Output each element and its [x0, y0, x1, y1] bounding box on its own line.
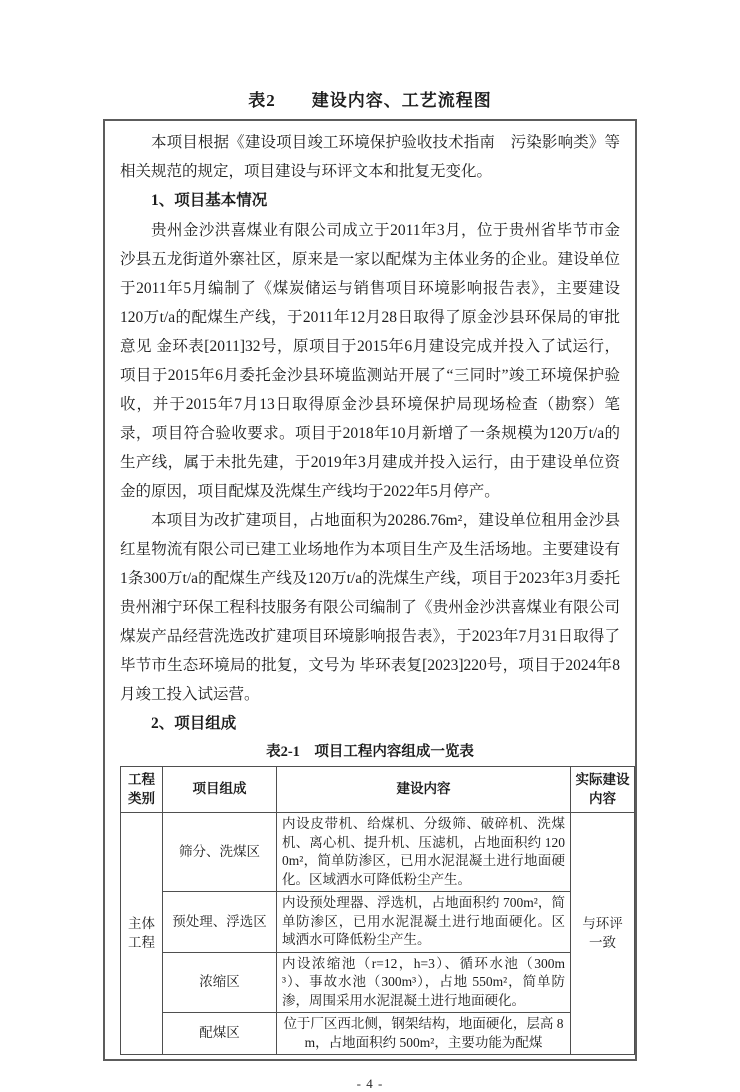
table-row — [121, 952, 635, 1013]
header-project-composition: 项目组成 — [163, 767, 277, 813]
header-actual-construction: 实际建设内容 — [571, 767, 635, 813]
content-cell-thickening: 内设浓缩池（r=12，h=3）、循环水池（300m³）、事故水池（300m³），占地 550m²，简单防渗，周围采用水泥混凝土进行地面硬化。 — [277, 952, 571, 1013]
table-header-row — [121, 767, 635, 813]
document-title: 表2 建设内容、工艺流程图 — [248, 91, 492, 110]
header-construction-content: 建设内容 — [277, 767, 571, 813]
table-caption: 表2-1 项目工程内容组成一览表 — [266, 744, 474, 760]
content-cell-pretreatment-flotation: 内设预处理器、浮选机，占地面积约 700m²，简单防渗区，已用水泥混凝土进行地面硬化。区域洒水可降低粉尘产生。 — [277, 892, 571, 953]
section1-heading: 1、项目基本情况 — [151, 192, 268, 209]
section2-heading: 2、项目组成 — [151, 715, 237, 732]
area-cell-pretreatment-flotation: 预处理、浮选区 — [163, 892, 277, 953]
content-box — [103, 119, 637, 1061]
table-row — [121, 1013, 635, 1055]
area-cell-thickening: 浓缩区 — [163, 952, 277, 1013]
table-row — [121, 892, 635, 953]
section1-paragraph-1: 贵州金沙洪喜煤业有限公司成立于2011年3月，位于贵州省毕节市金沙县五龙街道外寨社区，原来是一家以配煤为主体业务的企业。建设单位于2011年5月编制了《煤炭储运与销售项目环境影响报告表》，主要建设120万t/a的配煤生产线，于2011年12月28日取得了原金沙县环保局的审批意见 金环表[2011]32号，原项目于2015年6月建设完成并投入了试运行，项目于2015年6月委托金沙县环境监测站开展了“三同时”竣工环境保护验收，并于2015年7月13日取得原金沙县环境保护局现场检查（勘察）笔录，项目符合验收要求。项目于2018年10月新增了一条规模为120万t/a的生产线，属于未批先建，于2019年3月建成并投入运行，由于建设单位资金的原因，项目配煤及洗煤生产线均于2022年5月停产。 — [120, 222, 620, 500]
page-number: - 4 - — [356, 1076, 384, 1091]
area-cell-coal-blending: 配煤区 — [163, 1013, 277, 1055]
intro-paragraph: 本项目根据《建设项目竣工环境保护验收技术指南 污染影响类》等相关规范的规定，项目建设与环评文本和批复无变化。 — [120, 134, 620, 180]
category-cell-main-works: 主体工程 — [121, 813, 163, 1055]
table-row — [121, 813, 635, 892]
actual-construction-cell: 与环评一致 — [571, 813, 635, 1055]
content-cell-screening-washing: 内设皮带机、给煤机、分级筛、破碎机、洗煤机、离心机、提升机、压滤机，占地面积约 1200m²，简单防渗区，已用水泥混凝土进行地面硬化。区域洒水可降低粉尘产生。 — [277, 813, 571, 892]
area-cell-screening-washing: 筛分、洗煤区 — [163, 813, 277, 892]
header-project-category: 工程类别 — [121, 767, 163, 813]
content-cell-coal-blending: 位于厂区西北侧，钢架结构，地面硬化，层高 8m，占地面积约 500m²，主要功能为配煤 — [277, 1013, 571, 1055]
project-composition-table — [120, 766, 635, 1055]
section1-paragraph-2: 本项目为改扩建项目，占地面积为20286.76m²，建设单位租用金沙县红星物流有限公司已建工业场地作为本项目生产及生活场地。主要建设有1条300万t/a的配煤生产线及120万t/a的洗煤生产线，项目于2023年3月委托贵州湘宁环保工程科技服务有限公司编制了《贵州金沙洪喜煤业有限公司煤炭产品经营洗选改扩建项目环境影响报告表》，于2023年7月31日取得了毕节市生态环境局的批复，文号为 毕环表复[2023]220号，项目于2024年8月竣工投入试运营。 — [120, 512, 620, 703]
